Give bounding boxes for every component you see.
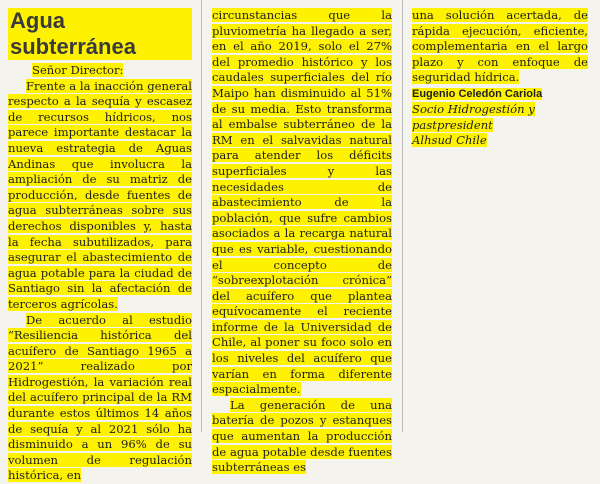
column-1 bbox=[8, 8, 192, 484]
column-2 bbox=[212, 8, 392, 476]
column-divider bbox=[402, 0, 403, 432]
paragraph-1: Frente a la inacción general respecto a la sequía y escasez de recursos hídricos, nos parece importante destacar la nueva estrategia de Aguas Andinas que involucra la ampliación de su matriz de producción, desde fuentes de agua subterráneas sobre sus derechos disponibles y, hasta la fecha subutilizados, para asegurar el abastecimiento de agua potable para la ciudad de Santiago sin la afectación de terceros agrícolas. bbox=[8, 79, 192, 313]
paragraph-2: De acuerdo al estudio “Resiliencia histórica del acuífero de Santiago 1965 a 2021” realizado por Hidrogestión, la variación real del acuífero principal de la RM durante estos últimos 14 años de sequía y al 2021 sólo ha disminuido a un 96% de su volumen de regulación histórica, en bbox=[8, 313, 192, 484]
salutation: Señor Director: bbox=[8, 63, 192, 79]
author-name: Eugenio Celedón Cariola bbox=[412, 87, 588, 102]
paragraph-3: La generación de una batería de pozos y estanques que aumentan la producción de agua potable desde fuentes subterráneas es bbox=[212, 398, 392, 476]
article-title: Agua subterránea bbox=[8, 8, 192, 60]
paragraph-3-continued: una solución acertada, de rápida ejecución, eficiente, complementaria en el largo plazo y con enfoque de seguridad hídrica. bbox=[412, 8, 588, 86]
column-3 bbox=[412, 8, 588, 149]
paragraph-2-continued: circunstancias que la pluviometría ha llegado a ser, en el año 2019, solo el 27% del promedio histórico y los caudales superficiales del río Maipo han disminuido al 51% de su media. Esto transforma al embalse subterráneo de la RM en el salvavidas natural para atender los déficits superficiales y las necesidades de abastecimiento de la población, que sufre cambios asociados a la recarga natural que es variable, cuestionando el concepto de “sobreexplotación crónica” del acuífero que plantea equívocamente el reciente informe de la Universidad de Chile, al poner su foco solo en los niveles del acuífero que varían en forma diferente espacialmente. bbox=[212, 8, 392, 398]
author-role: Socio Hidrogestión y pastpresident Alhsud Chile bbox=[412, 102, 588, 149]
column-divider bbox=[201, 0, 202, 432]
